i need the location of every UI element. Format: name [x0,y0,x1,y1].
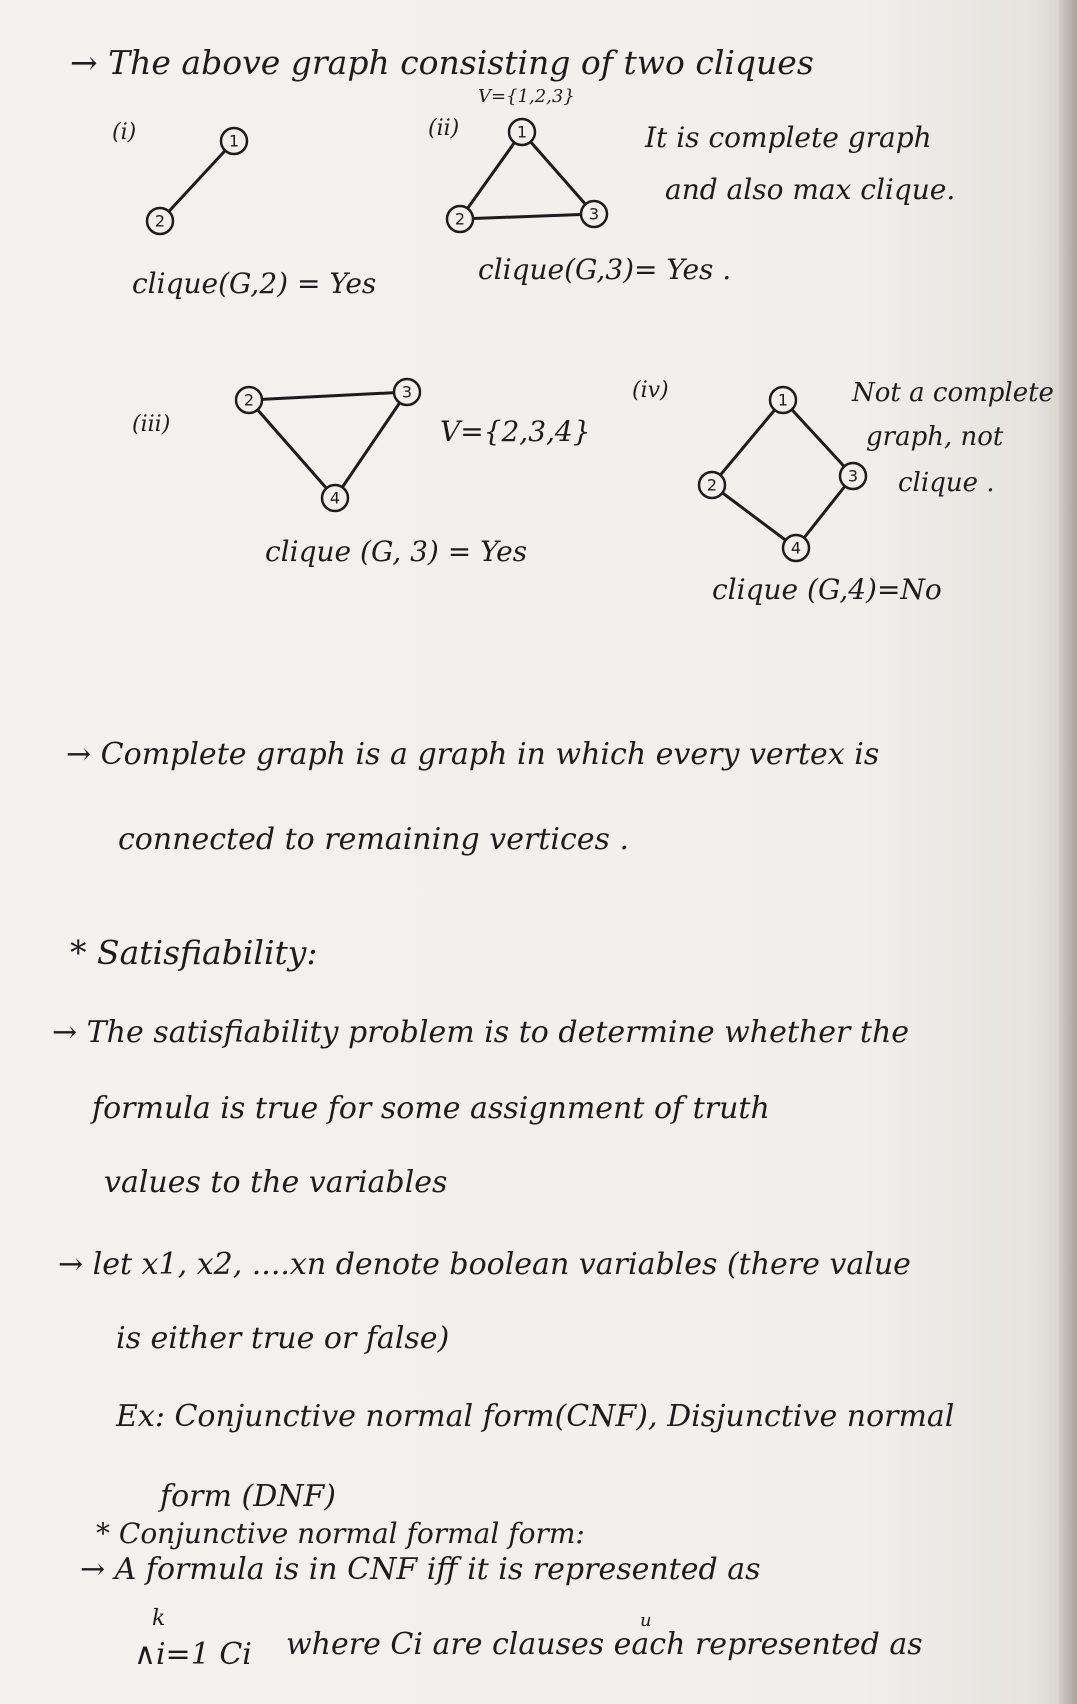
graph-2-result: clique(G,3)= Yes . [478,253,732,286]
graph-4-node-2-label: 2 [706,475,718,495]
graph-4-node-1-label: 1 [777,390,789,410]
satisfiability-line-1: → The satisfiability problem is to determine whether the [52,1015,910,1050]
graph-4-note-2: graph, not [866,422,1004,452]
graph-2-label: (ii) [428,116,460,141]
satisfiability-line-3: values to the variables [104,1165,448,1200]
header-line: → The above graph consisting of two cliques [70,43,814,82]
graph-2-edge-1-3 [522,132,594,214]
graph-3-edge-2-4 [249,400,335,498]
cnf-u-annotation: u [640,1610,652,1631]
graph-2-vertex-set: V={1,2,3} [478,86,575,107]
cnf-heading: * Conjunctive normal formal form: [96,1517,585,1550]
graph-4-node-3-label: 3 [847,466,859,486]
graph-3-label: (iii) [132,412,171,437]
satisfiability-line-4: → let x1, x2, ....xn denote boolean variables (there value [58,1247,911,1282]
graph-4-edge-1-2 [712,400,783,485]
graph-3-edge-2-3 [249,392,407,400]
satisfiability-heading: * Satisfiability: [70,933,318,972]
graph-4-node-4-label: 4 [790,538,802,558]
graph-2-node-3-label: 3 [588,204,600,224]
graph-3-node-4-label: 4 [329,488,341,508]
graph-3-edge-3-4 [335,392,407,498]
graph-1-result: clique(G,2) = Yes [132,267,377,300]
satisfiability-line-2: formula is true for some assignment of truth [92,1091,770,1126]
graph-4-label: (iv) [632,378,669,403]
satisfiability-line-5: is either true or false) [116,1321,450,1356]
cnf-line-2: where Ci are clauses each represented as [286,1627,923,1662]
graph-4-edge-2-4 [712,485,796,548]
satisfiability-line-6: Ex: Conjunctive normal form(CNF), Disjunctive normal [116,1399,955,1434]
cnf-expression: ∧i=1 Ci [134,1637,252,1672]
graph-1-label: (i) [112,120,137,145]
cnf-line-1: → A formula is in CNF iff it is represented as [80,1552,761,1587]
cnf-k-superscript: k [152,1606,166,1631]
graph-2-edge-1-2 [460,132,522,219]
graph-4 [690,380,880,570]
satisfiability-line-7: form (DNF) [160,1479,337,1514]
graph-1-node-2-label: 2 [154,211,166,231]
graph-2 [440,112,630,242]
graph-4-result: clique (G,4)=No [712,573,942,606]
graph-3 [225,370,435,520]
graph-4-note-3: clique . [898,468,995,498]
graph-2-node-2-label: 2 [454,209,466,229]
graph-1-node-1-label: 1 [228,131,240,151]
graph-3-node-2-label: 2 [243,390,255,410]
graph-3-node-3-label: 3 [401,382,413,402]
graph-2-node-1-label: 1 [516,122,528,142]
graph-2-edge-2-3 [460,214,594,219]
graph-1 [130,115,260,245]
complete-graph-definition-line-2: connected to remaining vertices . [118,822,629,857]
graph-2-note-1: It is complete graph [645,121,932,154]
graph-3-result: clique (G, 3) = Yes [265,535,528,568]
graph-4-note-1: Not a complete [852,378,1054,408]
complete-graph-definition-line-1: → Complete graph is a graph in which every vertex is [66,737,880,772]
notebook-spine [1059,0,1077,1704]
graph-3-vertex-set: V={2,3,4} [440,415,591,448]
graph-2-note-2: and also max clique. [665,173,956,206]
graph-1-edge [160,141,234,221]
graph-4-edge-1-3 [783,400,853,476]
